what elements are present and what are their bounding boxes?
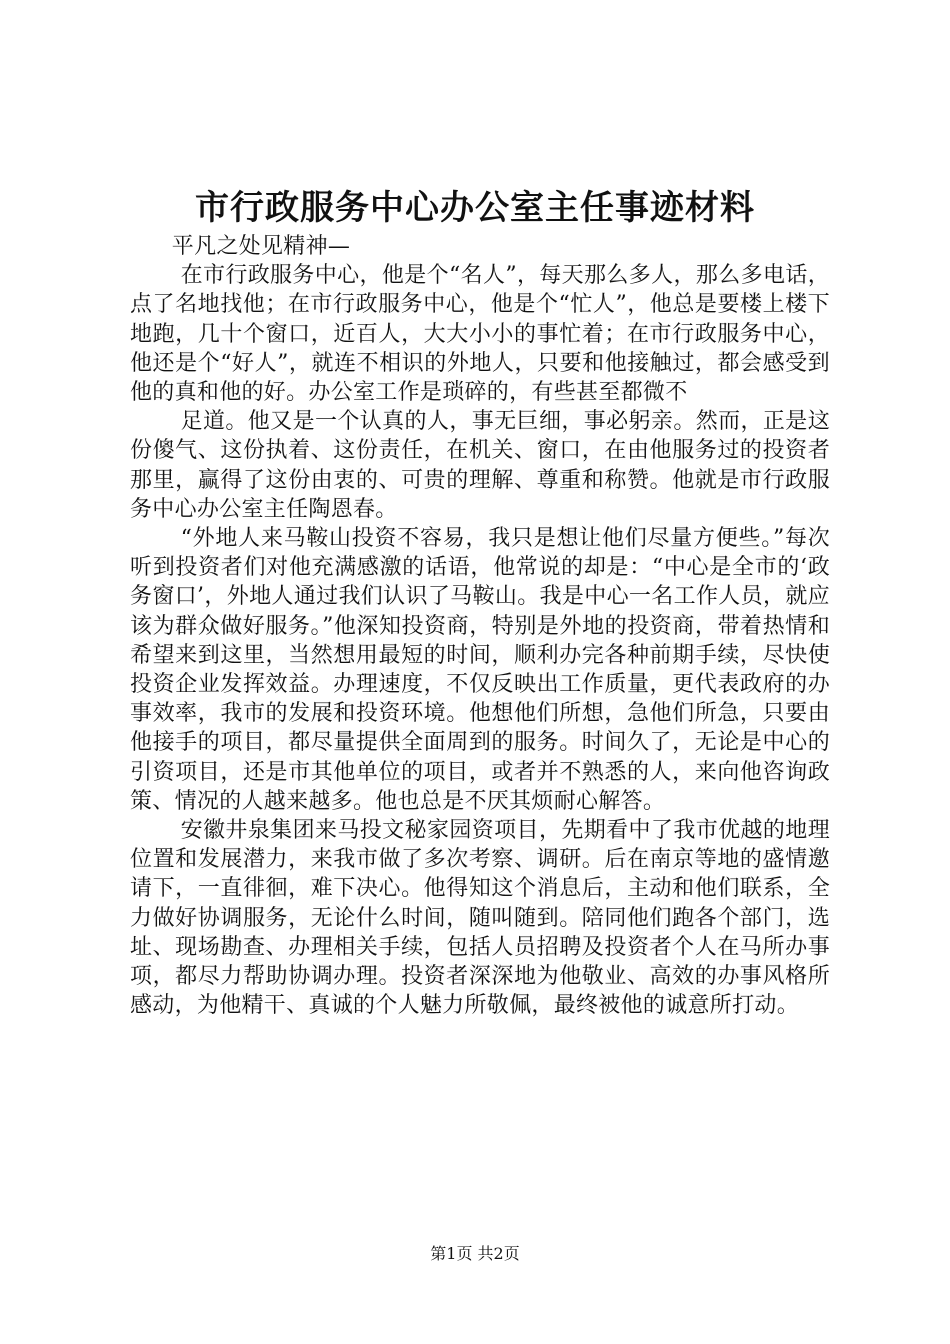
paragraph: 安徽井泉集团来马投文秘家园资项目，先期看中了我市优越的地理位置和发展潜力，来我市做了多次考察、调研。后在南京等地的盛情邀请下，一直徘徊，难下决心。他得知这个消息后，主动和他们联系，全力做好协调服务，无论什么时间，随叫随到。陪同他们跑各个部门，选址、现场勘查、办理相关手续，包括人员招聘及投资者个人在马所办事项，都尽力帮助协调办理。投资者深深地为他敬业、高效的办事风格所感动，为他精干、真诚的个人魅力所敬佩，最终被他的诚意所打动。 — [130, 818, 830, 1019]
paragraph: “外地人来马鞍山投资不容易，我只是想让他们尽量方便些。”每次听到投资者们对他充满感激的话语，他常说的却是：“中心是全市的‘政务窗口’，外地人通过我们认识了马鞍山。我是中心一名工作人员，就应该为群众做好服务。”他深知投资商，特别是外地的投资商，带着热情和希望来到这里，当然想用最短的时间，顺利办完各种前期手续，尽快使投资企业发挥效益。办理速度，不仅反映出工作质量，更代表政府的办事效率，我市的发展和投资环境。他想他们所想，急他们所急，只要由他接手的项目，都尽量提供全面周到的服务。时间久了，无论是中心的引资项目，还是市其他单位的项目，或者并不熟悉的人，来向他咨询政策、情况的人越来越多。他也总是不厌其烦耐心解答。 — [130, 526, 830, 814]
document-title: 市行政服务中心办公室主任事迹材料 — [195, 188, 755, 228]
document-body — [130, 232, 830, 1020]
page-number-footer: 第1页 共2页 — [430, 1244, 520, 1263]
paragraph-subtitle: 平凡之处见精神— — [171, 234, 351, 259]
paragraph: 足道。他又是一个认真的人，事无巨细，事必躬亲。然而，正是这份傻气、这份执着、这份责任，在机关、窗口，在由他服务过的投资者那里，赢得了这份由衷的、可贵的理解、尊重和称赞。他就是市行政服务中心办公室主任陶恩春。 — [130, 409, 830, 522]
paragraph: 在市行政服务中心，他是个“名人”，每天那么多人，那么多电话，点了名地找他；在市行政服务中心，他是个“忙人”，他总是要楼上楼下地跑，几十个窗口，近百人，大大小小的事忙着；在市行政服务中心，他还是个“好人”，就连不相识的外地人，只要和他接触过，都会感受到他的真和他的好。办公室工作是琐碎的，有些甚至都微不 — [130, 263, 830, 406]
